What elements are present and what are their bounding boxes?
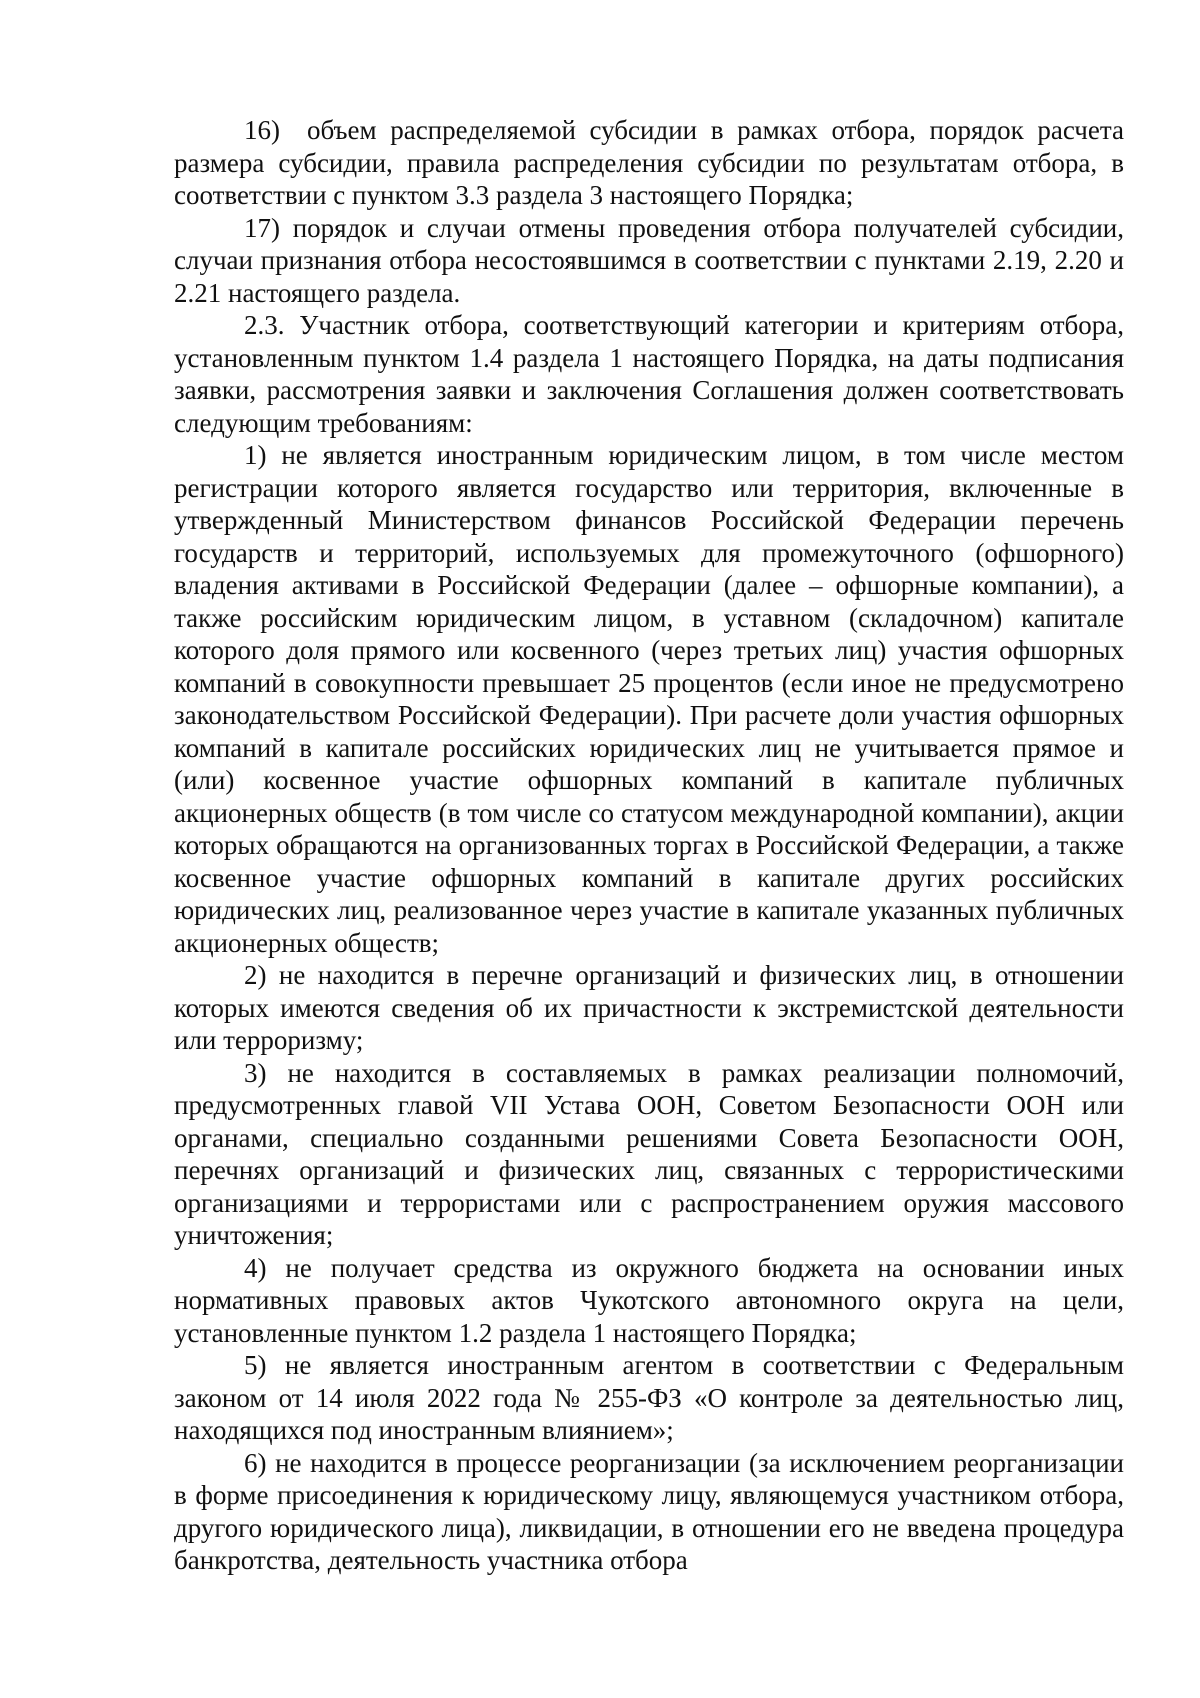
paragraph-requirement-5: 5) не является иностранным агентом в соответствии с Федеральным законом от 14 июля 2022 года № 255-ФЗ «О контроле за деятельностью лиц, находящихся под иностранным влиянием»; [174,1350,1124,1445]
paragraph-requirement-4: 4) не получает средства из окружного бюджета на основании иных нормативных правовых актов Чукотского автономного округа на цели, установленные пунктом 1.2 раздела 1 настоящего Порядка; [174,1252,1124,1348]
paragraph-section-2-3: 2.3. Участник отбора, соответствующий категории и критериям отбора, установленным пунктом 1.4 раздела 1 настоящего Порядка, на даты подписания заявки, рассмотрения заявки и заключения Соглашения должен соответствовать следующим требованиям: [174,310,1124,438]
paragraph-requirement-2: 2) не находится в перечне организаций и физических лиц, в отношении которых имеются сведения об их причастности к экстремистской деятельности или терроризму; [174,960,1124,1055]
paragraph-requirement-3: 3) не находится в составляемых в рамках реализации полномочий, предусмотренных главой VII Устава ООН, Советом Безопасности ООН или органами, специально созданными решениями Совета Безопасности ООН, перечнях организаций и физических лиц, связанных с террористическими организациями и террористами или с распространением оружия массового уничтожения; [174,1057,1124,1250]
paragraph-item-16: 16) объем распределяемой субсидии в рамках отбора, порядок расчета размера субсидии, правила распределения субсидии по результатам отбора, в соответствии с пунктом 3.3 раздела 3 настоящего Порядка; [174,115,1124,210]
paragraph-requirement-1: 1) не является иностранным юридическим лицом, в том числе местом регистрации которого является государство или территория, включенные в утвержденный Министерством финансов Российской Федерации перечень государств и территорий, используемых для промежуточного (офшорного) владения активами в Российской Федерации (далее – офшорные компании), а также российским юридическим лицом, в уставном (складочном) капитале которого доля прямого или косвенного (через третьих лиц) участия офшорных компаний в совокупности превышает 25 процентов (если иное не предусмотрено законодательством Российской Федерации). При расчете доли участия офшорных компаний в капитале российских юридических лиц не учитывается прямое и (или) косвенное участие офшорных компаний в капитале публичных акционерных обществ (в том числе со статусом международной компании), акции которых обращаются на организованных торгах в Российской Федерации, а также косвенное участие офшорных компаний в капитале других российских юридических лиц, реализованное через участие в капитале указанных публичных акционерных обществ; [174,440,1124,958]
paragraph-item-17: 17) порядок и случаи отмены проведения отбора получателей субсидии, случаи признания отбора несостоявшимся в соответствии с пунктами 2.19, 2.20 и 2.21 настоящего раздела. [174,212,1124,308]
paragraph-requirement-6: 6) не находится в процессе реорганизации (за исключением реорганизации в форме присоединения к юридическому лицу, являющемуся участником отбора, другого юридического лица), ликвидации, в отношении его не введена процедура банкротства, деятельность участника отбора [174,1447,1124,1575]
document-body [174,114,1124,1577]
